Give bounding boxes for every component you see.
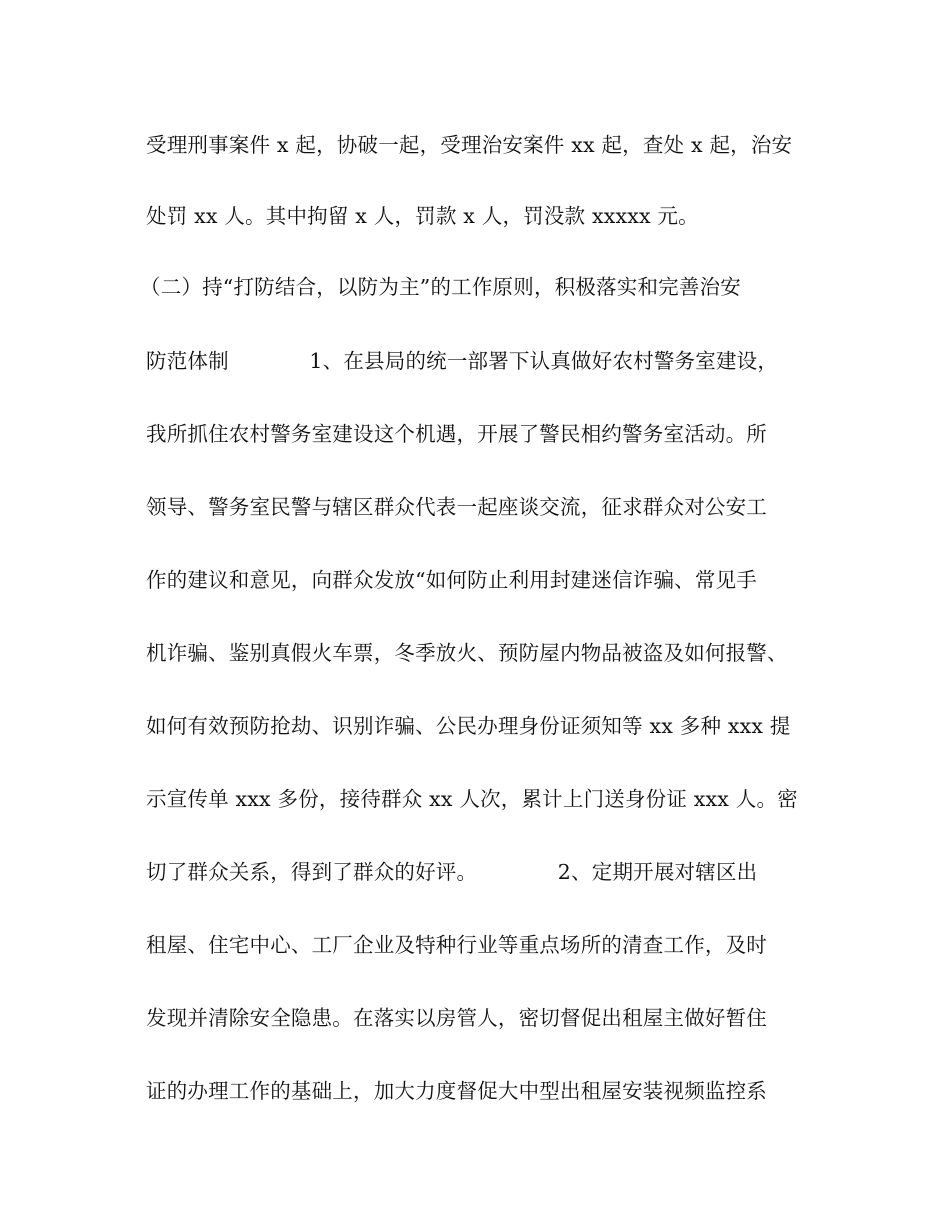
body-text-line: 领导、警务室民警与辖区群众代表一起座谈交流，征求群众对公安工	[146, 495, 767, 519]
body-text-line: 作的建议和意见，向群众发放“如何防止利用封建迷信诈骗、常见手	[146, 568, 757, 592]
body-text-line: 我所抓住农村警务室建设这个机遇，开展了警民相约警务室活动。所	[146, 422, 767, 446]
body-text-line: 切了群众关系，得到了群众的好评。 2、定期开展对辖区出	[146, 860, 758, 884]
body-text-line: 示宣传单 xxx 多份，接待群众 xx 人次，累计上门送身份证 xxx 人。密	[146, 787, 798, 811]
body-text-line: 证的办理工作的基础上，加大力度督促大中型出租屋安装视频监控系	[146, 1079, 767, 1103]
body-text-line: 发现并清除安全隐患。在落实以房管人，密切督促出租屋主做好暂住	[146, 1006, 767, 1030]
body-text-line: 受理刑事案件 x 起，协破一起，受理治安案件 xx 起，查处 x 起，治安	[146, 133, 793, 157]
section-heading-line: （二）持“打防结合，以防为主”的工作原则，积极落实和完善治安	[140, 275, 741, 299]
body-text-line: 如何有效预防抢劫、识别诈骗、公民办理身份证须知等 xx 多种 xxx 提	[146, 714, 791, 738]
body-text-line: 租屋、住宅中心、工厂企业及特种行业等重点场所的清查工作，及时	[146, 933, 767, 957]
body-text-line: 防范体制 1、在县局的统一部署下认真做好农村警务室建设，	[146, 349, 779, 373]
body-text-line: 机诈骗、鉴别真假火车票，冬季放火、预防屋内物品被盗及如何报警、	[146, 641, 788, 665]
body-text-line: 处罚 xx 人。其中拘留 x 人，罚款 x 人，罚没款 xxxxx 元。	[146, 204, 699, 228]
